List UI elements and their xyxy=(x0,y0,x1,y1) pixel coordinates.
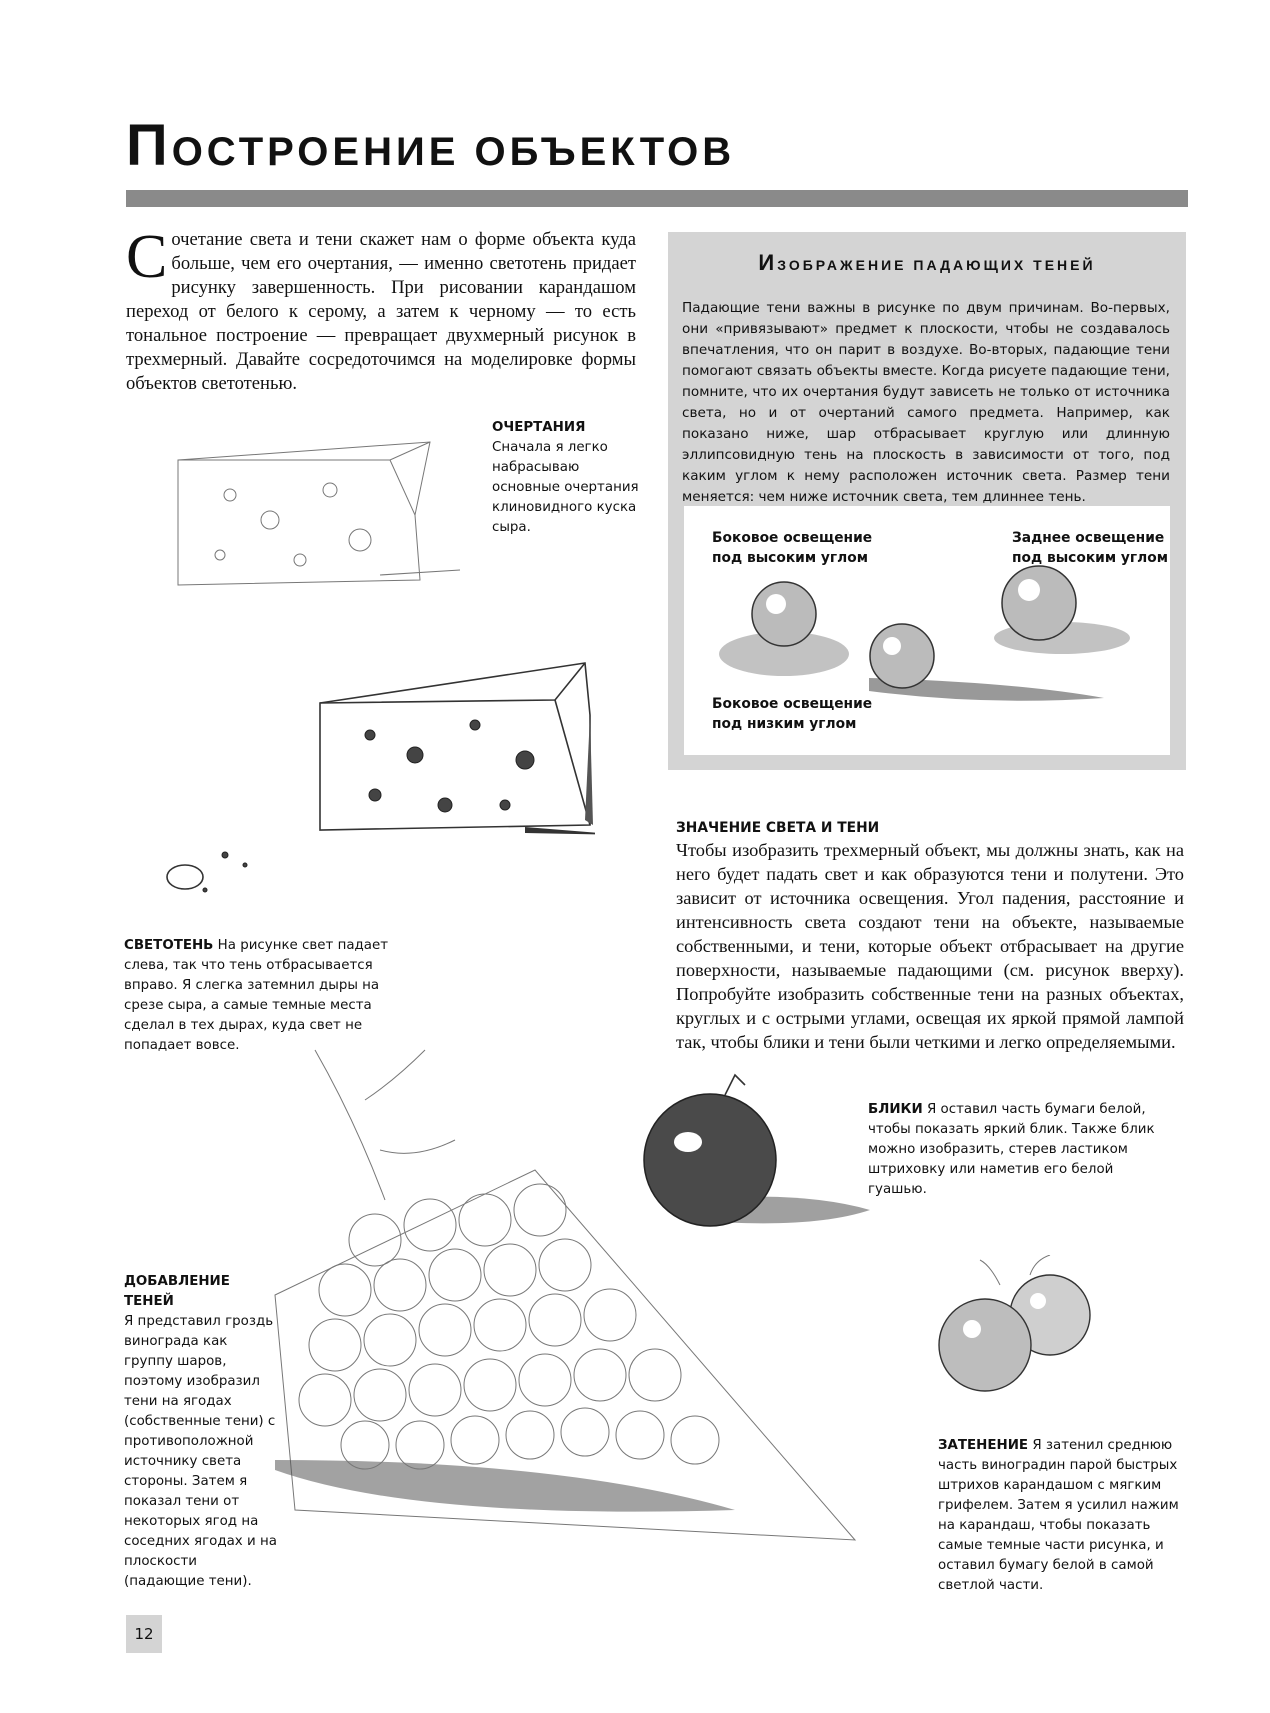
highlights-caption-label: БЛИКИ xyxy=(868,1102,923,1117)
sidebar-text: Падающие тени важны в рисунке по двум причинам. Во-первых, они «привязывают» предмет к плоскости, чтобы не создавалось впечатления, что он парит в воздухе. Во-вторых, падающие тени помогают связать объекты вместе. Когда рисуете падающие тени, помните, что их очертания будут зависеть не только от источника света, но и от очертаний самого предмета. Например, как показано ниже, шар отбрасывает круглую или длинную эллипсовидную тень на плоскость в зависимости от того, под каким углом к нему расположен источник света. Размер тени меняется: чем ниже источник света, тем длиннее тень. xyxy=(682,300,1170,505)
page-title-capital: П xyxy=(126,113,172,178)
highlights-caption xyxy=(868,1100,1168,1200)
label-back-high: Заднее освещение под высоким углом xyxy=(1012,530,1168,566)
page-number: 12 xyxy=(126,1615,162,1653)
outline-caption-label: ОЧЕРТАНИЯ xyxy=(492,420,586,435)
cheese-outline-sketch xyxy=(130,420,490,610)
chiaroscuro-caption-text: На рисунке свет падает слева, так что тень отбрасывается вправо. Я слегка затемнил дыры на срезе сыра, а самые темные места сделал в тех дырах, куда свет не попадает вовсе. xyxy=(124,938,389,1053)
chiaroscuro-caption-label: СВЕТОТЕНЬ xyxy=(124,938,214,953)
label-side-low: Боковое освещение под низким углом xyxy=(712,696,873,732)
intro-paragraph xyxy=(126,223,636,396)
intro-text: очетание света и тени скажет нам о форме объекта куда больше, чем его очертания, — именно светотень придает рисунку завершенность. При рисовании карандашом переход от белого к серому, а затем к черному — то есть тональное построение — превращает двухмерный рисунок в трехмерный. Давайте сосредоточимся на моделировке формы объектов светотенью. xyxy=(126,229,636,394)
shading-caption-text: Я затенил среднюю часть виноградин парой быстрых штрихов карандашом с мягким грифелем. Затем я усилил нажим на карандаш, чтобы показать самые темные части рисунка, и оставил бумагу белой в самой светлой части. xyxy=(938,1438,1179,1593)
adding-shadows-caption xyxy=(124,1272,280,1592)
grapes-sketch xyxy=(215,1040,905,1550)
highlights-caption-text: Я оставил часть бумаги белой, чтобы показать яркий блик. Также блик можно изобразить, стерев ластиком штриховку или наметив его белой гуашью. xyxy=(868,1102,1155,1197)
sidebar-title-capital: И xyxy=(758,250,778,275)
sidebar-title-rest: ЗОБРАЖЕНИЕ ПАДАЮЩИХ ТЕНЕЙ xyxy=(777,257,1096,273)
adding-shadows-caption-text: Я представил гроздь винограда как группу шаров, поэтому изобразил тени на ягодах (собственные тени) с противоположной источнику света стороны. Затем я показал тени от некоторых ягод на соседних ягодах и на плоскости (падающие тени). xyxy=(124,1314,277,1589)
light-shadow-text: Чтобы изобразить трехмерный объект, мы должны знать, как на него будет падать свет и как образуются тени и полутени. Это зависит от источника освещения. Угол падения, расстояние и интенсивность света создают тени на объекте, называемые собственными, и тени, которые объект отбрасывает на другие поверхности, называемые падающими (см. рисунок вверху). Попробуйте изобразить собственные тени на разных объектах, круглых и с острыми углами, освещая их яркой прямой лампой так, чтобы блики и тени были четкими и легко определяемыми. xyxy=(676,840,1184,1052)
label-side-high: Боковое освещение под высоким углом xyxy=(712,530,873,566)
cheese-shaded-sketch xyxy=(145,655,595,915)
page-title xyxy=(126,112,735,179)
shading-caption-label: ЗАТЕНЕНИЕ xyxy=(938,1438,1029,1453)
sidebar-title xyxy=(668,250,1186,276)
sphere-side-high xyxy=(752,582,816,646)
sphere-side-low xyxy=(870,624,934,688)
outline-caption-text: Сначала я легко набрасываю основные очертания клиновидного куска сыра. xyxy=(492,440,639,535)
sphere-back-high xyxy=(1002,566,1076,640)
chiaroscuro-caption xyxy=(124,936,414,1056)
shading-caption xyxy=(938,1436,1188,1596)
outline-caption xyxy=(492,418,642,538)
light-shadow-heading: ЗНАЧЕНИЕ СВЕТА И ТЕНИ xyxy=(676,820,880,836)
two-grapes-sketch xyxy=(920,1255,1110,1405)
page-title-rest: ОСТРОЕНИЕ ОБЪЕКТОВ xyxy=(171,130,736,174)
adding-shadows-caption-label: ДОБАВЛЕНИЕ ТЕНЕЙ xyxy=(124,1274,230,1309)
intro-dropcap: С xyxy=(126,223,168,291)
title-rule xyxy=(126,190,1188,207)
